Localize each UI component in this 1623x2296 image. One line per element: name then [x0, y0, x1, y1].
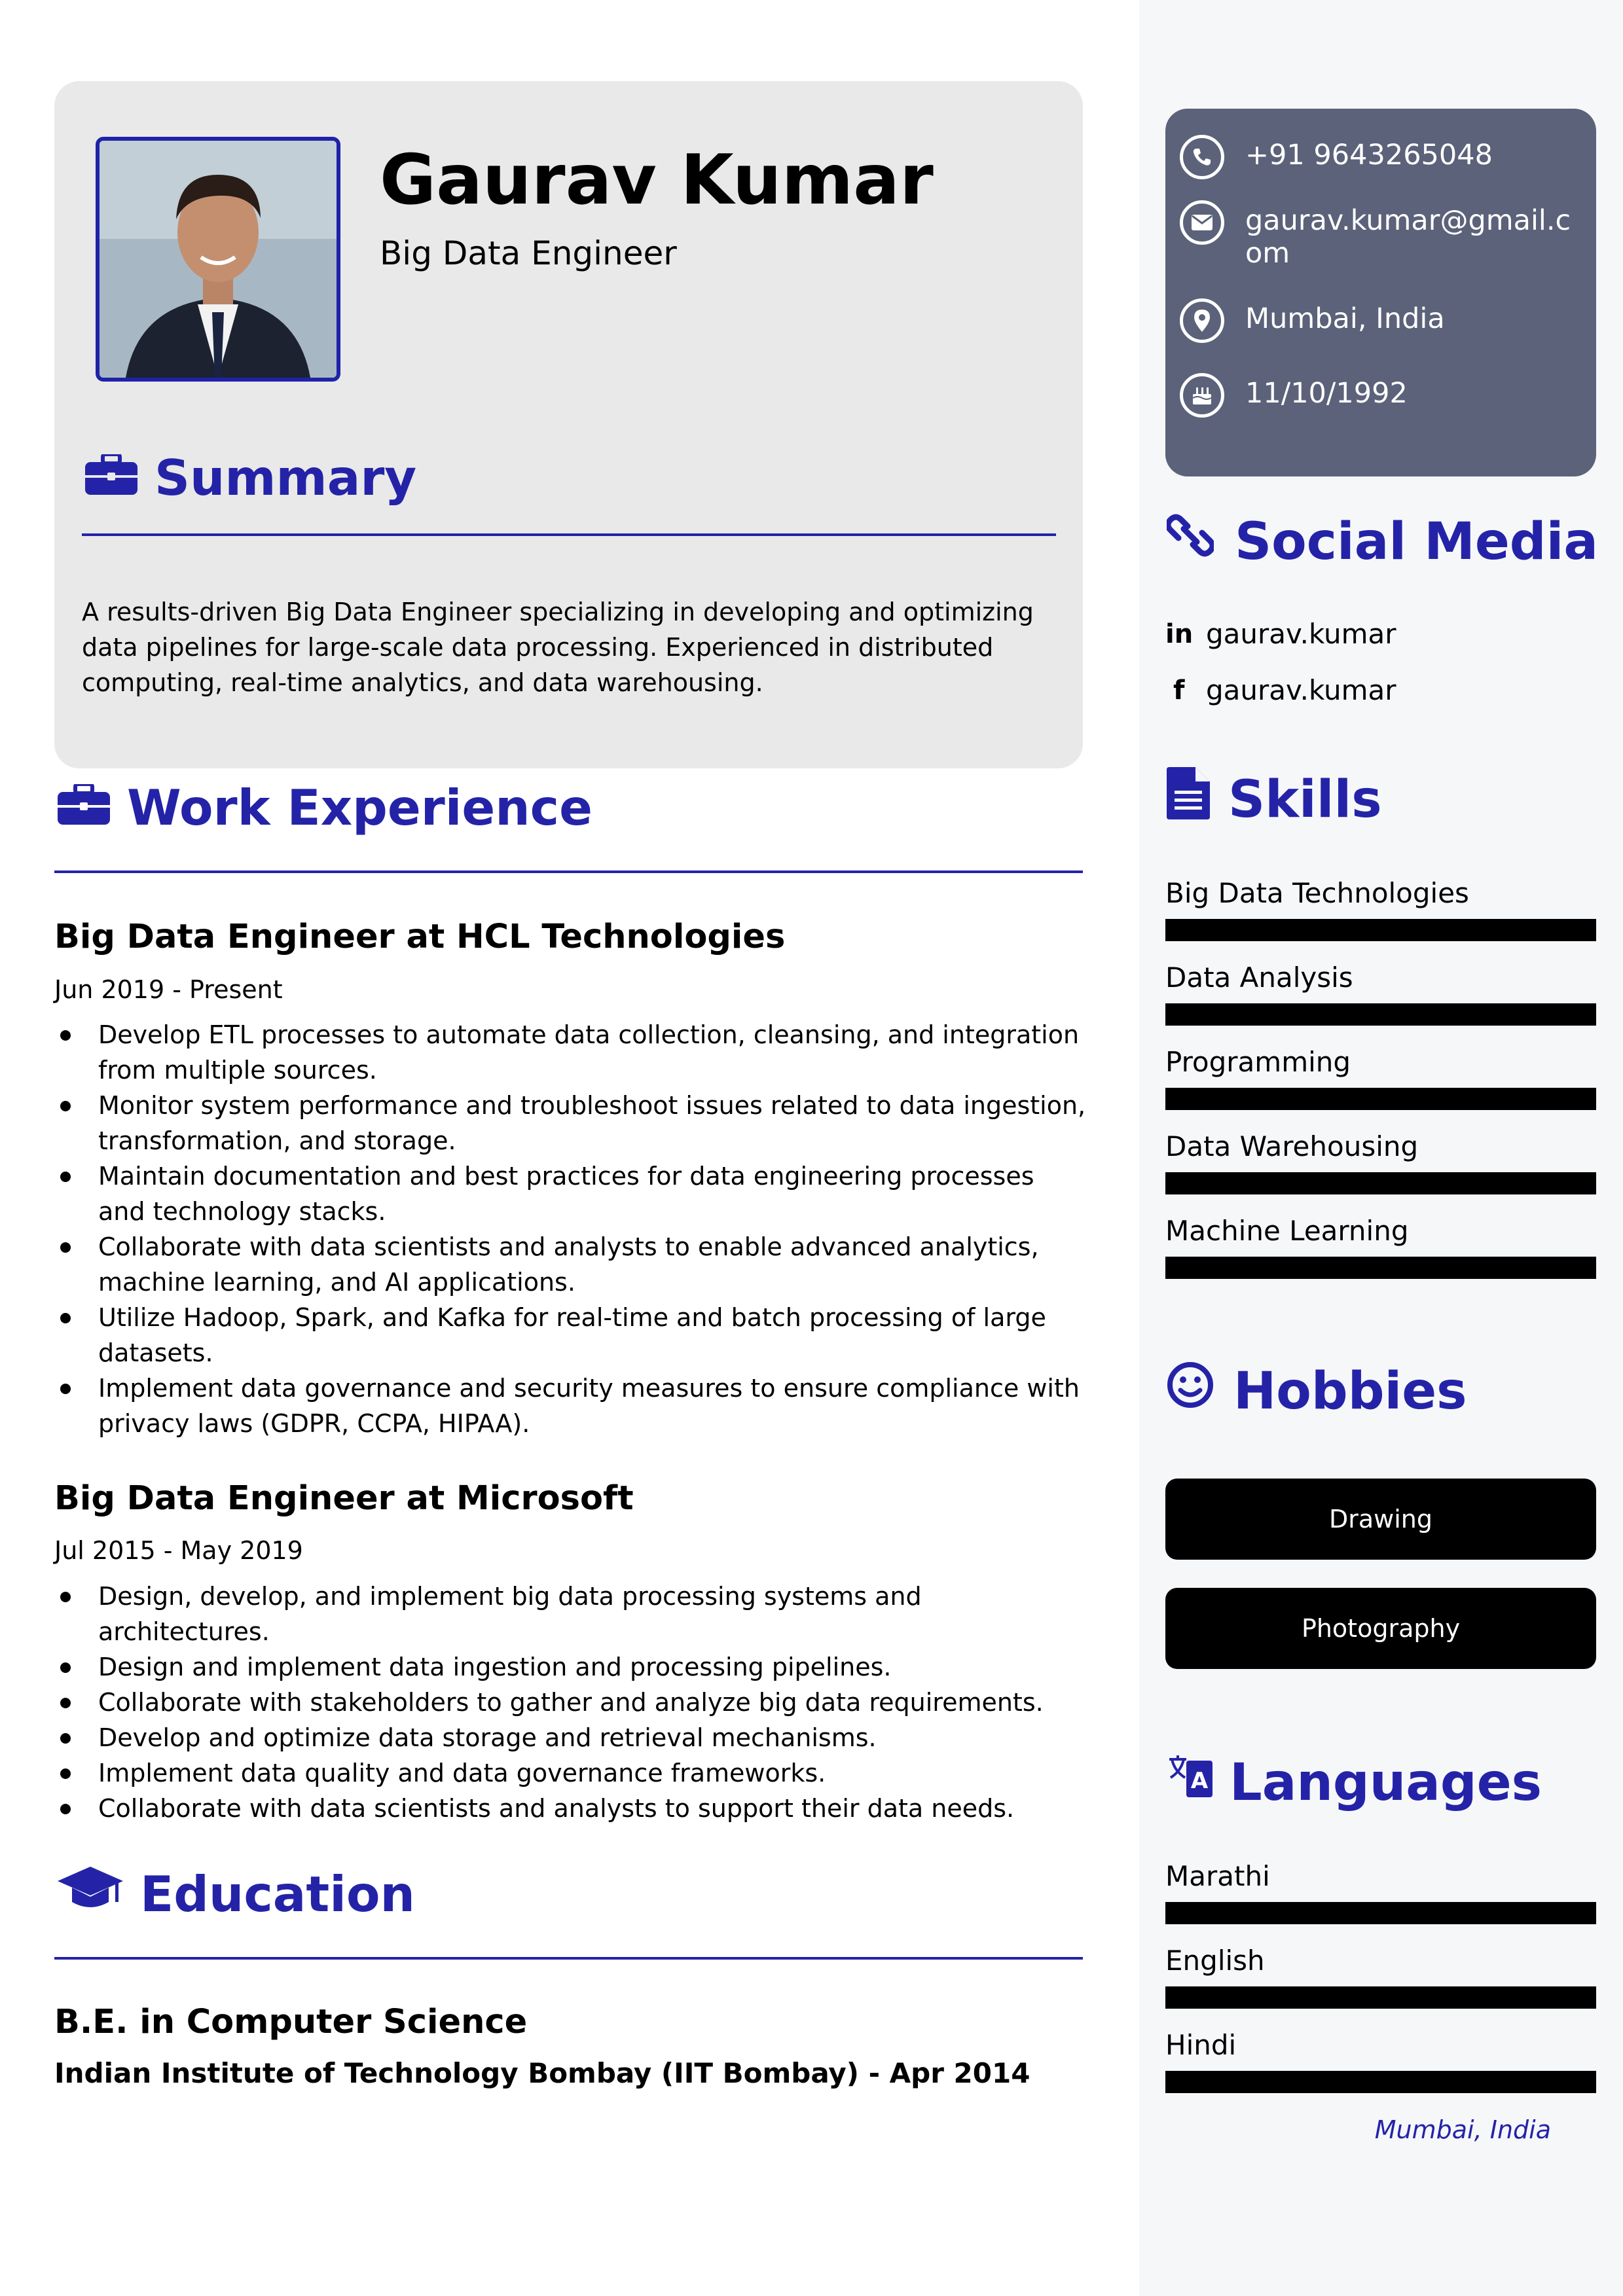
skill-level-fill [1165, 1088, 1596, 1110]
job-title: Big Data Engineer at Microsoft [54, 1479, 634, 1518]
education-degree: B.E. in Computer Science [54, 2003, 528, 2041]
education-institution: Indian Institute of Technology Bombay (IIT Bombay) - Apr 2014 [54, 2057, 1030, 2089]
skill-label: Machine Learning [1165, 1215, 1409, 1247]
skill-label: Programming [1165, 1046, 1351, 1078]
svg-text:A: A [1190, 1768, 1209, 1794]
skills-heading [1167, 767, 1382, 832]
translate-icon [1167, 1751, 1214, 1814]
briefcase-icon [85, 449, 137, 507]
list-item: Collaborate with data scientists and analysts to enable advanced analytics, machine learning, and AI applications. [54, 1229, 1089, 1300]
language-level-bar [1165, 1902, 1596, 1924]
work-heading-label: Work Experience [127, 779, 593, 836]
list-item: Design and implement data ingestion and processing pipelines. [54, 1649, 1089, 1685]
skill-level-bar [1165, 1257, 1596, 1279]
list-item: Develop ETL processes to automate data collection, cleansing, and integration from multiple sources. [54, 1017, 1089, 1088]
phone-icon [1180, 135, 1224, 179]
skill-label: Big Data Technologies [1165, 877, 1469, 909]
skill-level-fill [1165, 919, 1596, 941]
social-linkedin[interactable] [1165, 618, 1396, 650]
languages-heading-label: Languages [1230, 1753, 1542, 1812]
languages-heading [1167, 1751, 1542, 1814]
hobbies-heading-label: Hobbies [1233, 1361, 1467, 1421]
profile-photo [96, 137, 340, 382]
list-item: Develop and optimize data storage and retrieval mechanisms. [54, 1720, 1089, 1755]
social-heading [1167, 512, 1598, 571]
list-item: Utilize Hadoop, Spark, and Kafka for real-time and batch processing of large datasets. [54, 1300, 1089, 1371]
language-label: Hindi [1165, 2029, 1237, 2061]
skill-level-bar [1165, 1088, 1596, 1110]
social-heading-label: Social Media [1235, 512, 1598, 571]
hobby-item: Drawing [1165, 1479, 1596, 1560]
contact-phone-text: +91 9643265048 [1245, 139, 1493, 171]
hobby-item: Photography [1165, 1588, 1596, 1669]
language-label: English [1165, 1945, 1265, 1977]
map-pin-icon [1180, 298, 1224, 343]
linkedin-handle: gaurav.kumar [1206, 618, 1396, 650]
link-icon [1167, 512, 1214, 571]
contact-location-text: Mumbai, India [1245, 302, 1445, 335]
summary-heading-label: Summary [155, 449, 417, 507]
language-level-fill [1165, 1902, 1596, 1924]
hobbies-heading [1167, 1361, 1467, 1421]
contact-dob-text: 11/10/1992 [1245, 377, 1408, 410]
work-heading [58, 779, 593, 836]
list-item: Collaborate with stakeholders to gather and analyze big data requirements. [54, 1685, 1089, 1720]
facebook-handle: gaurav.kumar [1206, 674, 1396, 706]
contact-phone [1180, 135, 1573, 179]
work-divider [54, 870, 1083, 873]
document-icon [1167, 767, 1210, 832]
skill-level-bar [1165, 919, 1596, 941]
job-bullets [54, 1017, 1089, 1441]
list-item: Monitor system performance and troubleshoot issues related to data ingestion, transformation, and storage. [54, 1088, 1089, 1158]
contact-card [1165, 109, 1596, 476]
job-dates: Jul 2015 - May 2019 [54, 1536, 303, 1565]
job-bullets [54, 1579, 1089, 1826]
language-level-bar [1165, 1986, 1596, 2009]
list-item: Collaborate with data scientists and analysts to support their data needs. [54, 1791, 1089, 1826]
skills-heading-label: Skills [1228, 770, 1382, 829]
social-facebook[interactable] [1165, 674, 1396, 706]
contact-email [1180, 200, 1573, 270]
job-title: Big Data Engineer at HCL Technologies [54, 918, 786, 956]
skill-level-fill [1165, 1257, 1596, 1279]
education-location: Mumbai, India [1374, 2115, 1551, 2144]
list-item: Design, develop, and implement big data processing systems and architectures. [54, 1579, 1089, 1649]
education-divider [54, 1957, 1083, 1960]
facebook-icon: f [1173, 675, 1185, 706]
candidate-name: Gaurav Kumar [380, 140, 934, 220]
contact-dob [1180, 373, 1573, 418]
birthday-cake-icon [1180, 373, 1224, 418]
skill-level-bar [1165, 1172, 1596, 1194]
summary-divider [82, 533, 1056, 536]
language-level-bar [1165, 2071, 1596, 2093]
language-level-fill [1165, 2071, 1596, 2093]
skill-level-bar [1165, 1003, 1596, 1026]
graduation-cap-icon [58, 1865, 123, 1923]
language-level-fill [1165, 1986, 1596, 2009]
skill-label: Data Warehousing [1165, 1130, 1419, 1162]
skill-label: Data Analysis [1165, 961, 1353, 994]
contact-email-text: gaurav.kumar@gmail.com [1245, 204, 1571, 270]
briefcase-icon [58, 779, 110, 836]
smile-icon [1167, 1361, 1214, 1421]
job-dates: Jun 2019 - Present [54, 975, 283, 1004]
skill-level-fill [1165, 1003, 1596, 1026]
list-item: Maintain documentation and best practices for data engineering processes and technology stacks. [54, 1158, 1089, 1229]
education-heading [58, 1865, 415, 1923]
list-item: Implement data governance and security measures to ensure compliance with privacy laws (GDPR, CCPA, HIPAA). [54, 1371, 1089, 1441]
linkedin-icon: in [1165, 619, 1194, 649]
skill-level-fill [1165, 1172, 1596, 1194]
summary-heading [85, 449, 416, 507]
candidate-title: Big Data Engineer [380, 234, 677, 272]
education-heading-label: Education [140, 1865, 415, 1923]
language-label: Marathi [1165, 1860, 1270, 1892]
contact-location [1180, 298, 1573, 343]
summary-text: A results-driven Big Data Engineer specializing in developing and optimizing data pipelines for large-scale data processing. Experienced in distributed computing, real-time analytics, and data warehousing. [82, 598, 1034, 697]
list-item: Implement data quality and data governance frameworks. [54, 1755, 1089, 1791]
envelope-icon [1180, 200, 1224, 245]
